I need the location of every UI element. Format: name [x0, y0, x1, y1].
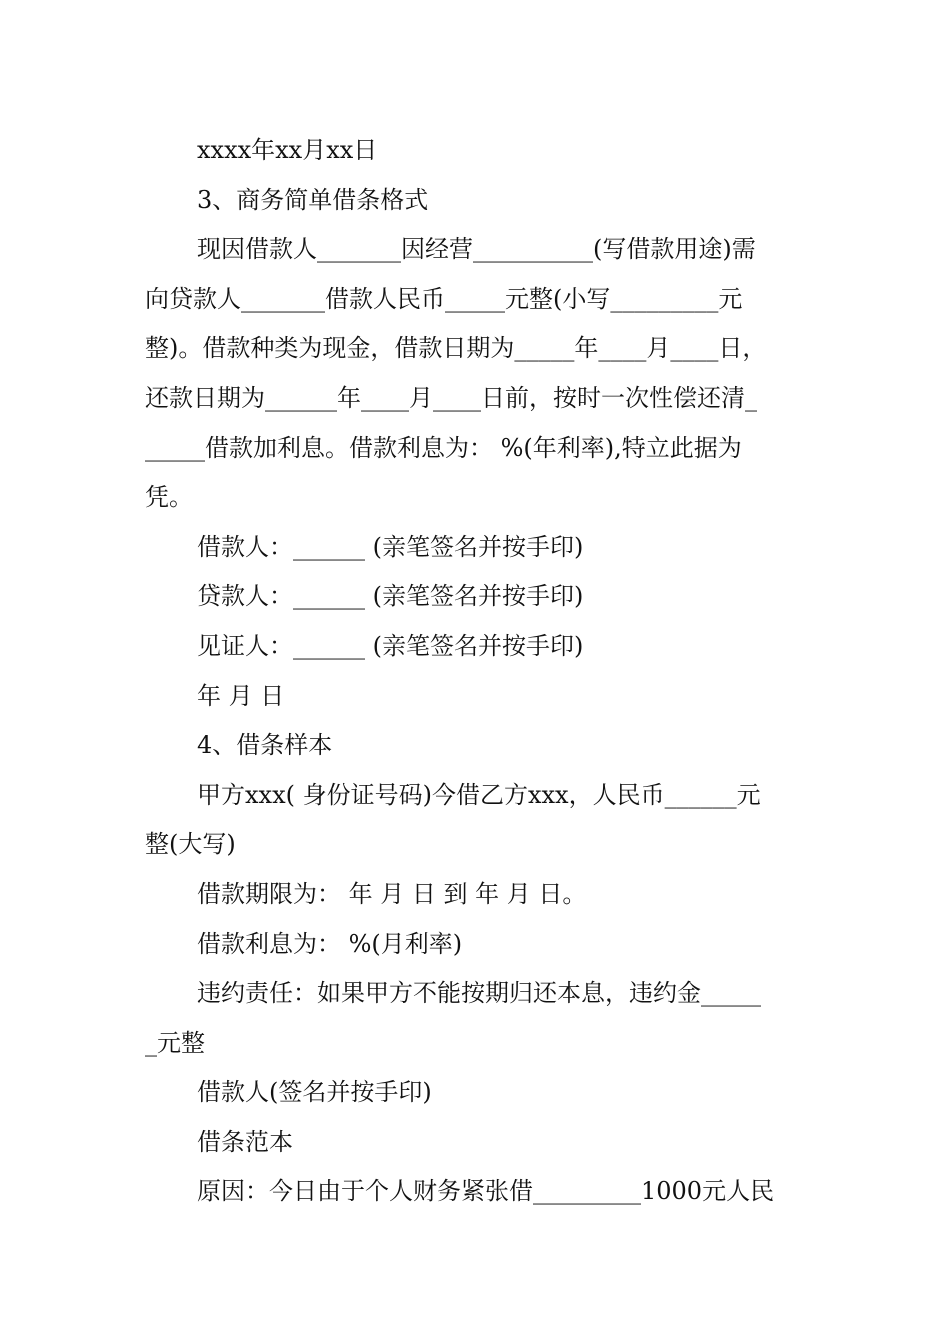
borrower-signature-line: 借款人：______ (亲笔签名并按手印): [197, 532, 584, 561]
witness-signature-line: 见证人：______ (亲笔签名并按手印): [197, 631, 584, 660]
borrower-sign-note: 借款人(签名并按手印): [197, 1078, 432, 1107]
penalty-line-continued: _元整: [145, 1028, 205, 1057]
paragraph-line: 现因借款人_______因经营__________(写借款用途)需: [197, 235, 756, 264]
paragraph-line: 向贷款人_______借款人民币_____元整(小写_________元: [145, 284, 743, 313]
paragraph-line: 凭。: [145, 483, 193, 512]
date-blank-line: 年 月 日: [197, 681, 285, 710]
document-body: [145, 126, 810, 1217]
penalty-line: 违约责任：如果甲方不能按期归还本息，违约金_____: [197, 979, 761, 1008]
interest-line: 借款利息为： %(月利率): [197, 929, 463, 958]
template-heading: 借条范本: [197, 1127, 293, 1156]
paragraph-line: 整)。借款种类为现金，借款日期为_____年____月____日，: [145, 334, 767, 363]
paragraph-line: 还款日期为______年____月____日前，按时一次性偿还清_: [145, 383, 757, 412]
paragraph-line: _____借款加利息。借款利息为： %(年利率),特立此据为: [145, 433, 742, 462]
reason-line: 原因：今日由于个人财务紧张借_________1000元人民: [197, 1177, 775, 1206]
date-line: xxxx年xx月xx日: [197, 136, 378, 164]
paragraph-line: 甲方xxx( 身份证号码)今借乙方xxx，人民币______元: [197, 780, 761, 809]
loan-term-line: 借款期限为： 年 月 日 到 年 月 日。: [197, 879, 587, 908]
section-heading-4: 4、借条样本: [197, 731, 333, 760]
lender-signature-line: 贷款人：______ (亲笔签名并按手印): [197, 582, 584, 611]
section-heading-3: 3、商务简单借条格式: [197, 185, 429, 214]
paragraph-line: 整(大写): [145, 830, 236, 859]
